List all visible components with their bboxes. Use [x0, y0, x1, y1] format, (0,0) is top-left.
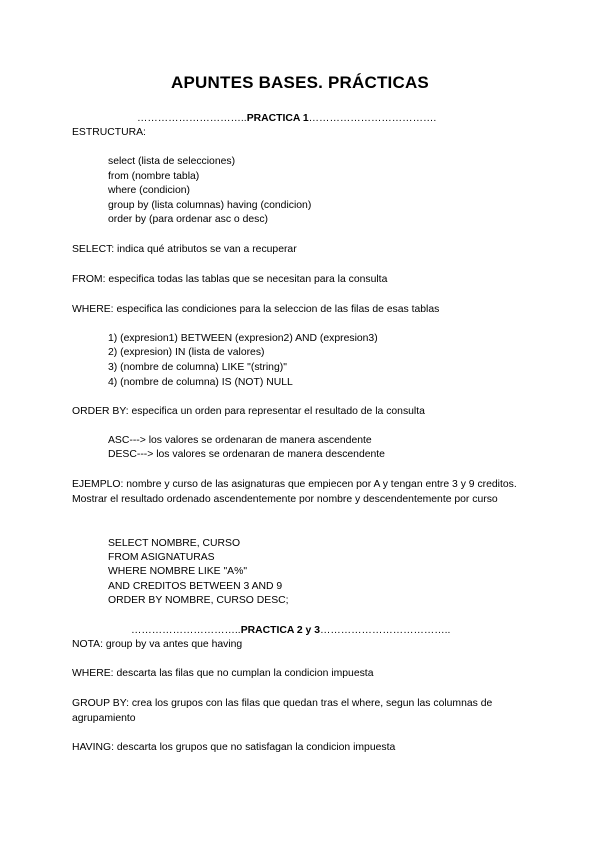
ejemplo-text: EJEMPLO: nombre y curso de las asignaturas que empiecen por A y tengan entre 3 y 9 creditos. Mostrar el resultado ordenado ascendentemente por nombre y descendentemente por curso [72, 479, 517, 505]
nota-text: NOTA: group by va antes que having [72, 639, 243, 650]
orderby-description: ORDER BY: especifica un orden para representar el resultado de la consulta [72, 406, 425, 417]
dotted-leader-right: ……………………………….. [319, 625, 451, 636]
order-option: DESC---> los valores se ordenaran de manera descendente [108, 449, 385, 460]
estructura-line: where (condicion) [108, 185, 191, 196]
dotted-leader-left: ………………………….. [131, 625, 241, 636]
dotted-leader-left: ………………………….. [137, 113, 247, 124]
estructura-line: from (nombre tabla) [108, 171, 200, 182]
where-condition: 1) (expresion1) BETWEEN (expresion2) AND (expresion3) [108, 333, 378, 344]
from-description: FROM: especifica todas las tablas que se necesitan para la consulta [72, 274, 388, 285]
section-label: PRACTICA 2 y 3 [240, 625, 320, 636]
sql-line: ORDER BY NOMBRE, CURSO DESC; [108, 595, 289, 606]
sql-line: WHERE NOMBRE LIKE "A%" [108, 566, 248, 577]
estructura-label: ESTRUCTURA: [72, 127, 146, 138]
sql-line: SELECT NOMBRE, CURSO [108, 538, 241, 549]
section-header-practica-2-3 [131, 624, 450, 637]
where-discard-text: WHERE: descarta las filas que no cumplan la condicion impuesta [72, 668, 374, 679]
where-description: WHERE: especifica las condiciones para la seleccion de las filas de esas tablas [72, 304, 440, 315]
select-description: SELECT: indica qué atributos se van a recuperar [72, 244, 297, 255]
sql-line: FROM ASIGNATURAS [108, 552, 215, 563]
estructura-line: group by (lista columnas) having (condicion) [108, 200, 312, 211]
page-title: APUNTES BASES. PRÁCTICAS [171, 73, 429, 92]
section-label: PRACTICA 1 [246, 113, 309, 124]
having-text: HAVING: descarta los grupos que no satisfagan la condicion impuesta [72, 742, 396, 753]
where-condition: 4) (nombre de columna) IS (NOT) NULL [108, 377, 293, 388]
order-option: ASC---> los valores se ordenaran de manera ascendente [108, 435, 372, 446]
where-condition: 2) (expresion) IN (lista de valores) [108, 347, 265, 358]
where-condition: 3) (nombre de columna) LIKE "(string)" [108, 362, 287, 373]
groupby-text: GROUP BY: crea los grupos con las filas que quedan tras el where, segun las columnas de agrupamiento [72, 698, 493, 724]
section-header-practica-1 [137, 112, 436, 125]
dotted-leader-right: ………………………………. [308, 113, 437, 124]
estructura-line: select (lista de selecciones) [108, 156, 236, 167]
sql-line: AND CREDITOS BETWEEN 3 AND 9 [108, 581, 283, 592]
estructura-line: order by (para ordenar asc o desc) [108, 214, 268, 225]
